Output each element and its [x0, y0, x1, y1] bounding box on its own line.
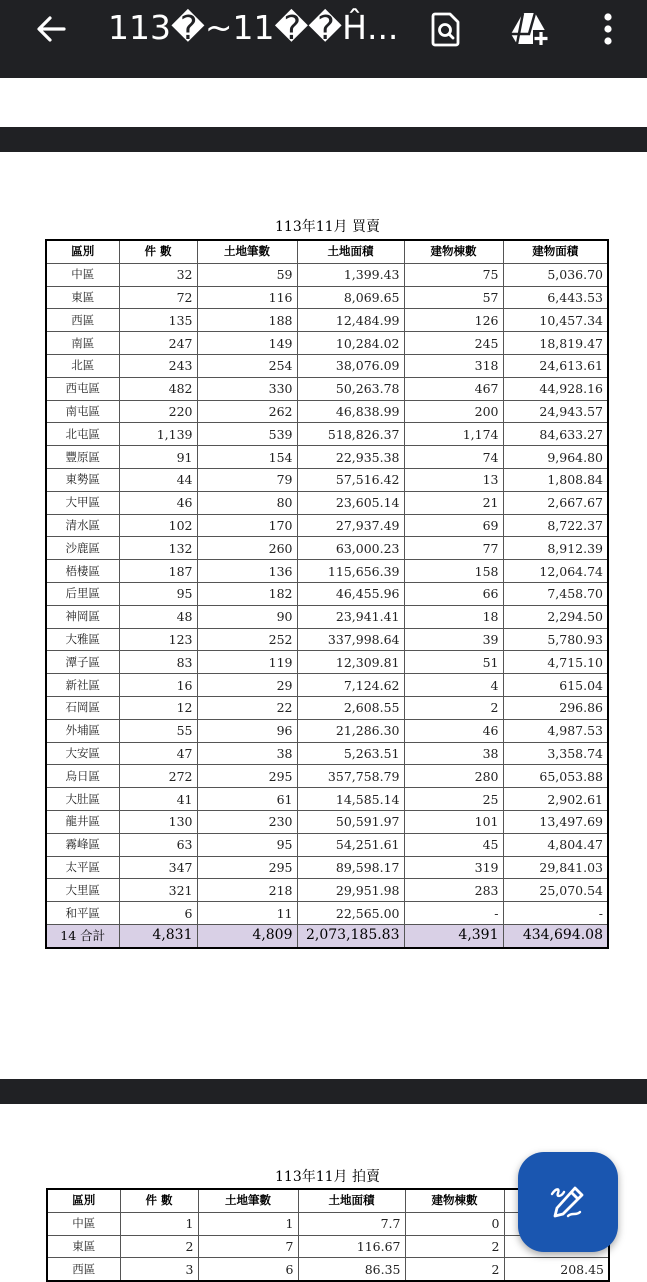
value-cell: 25,070.54	[503, 879, 608, 902]
value-cell: 2,073,185.83	[297, 924, 404, 947]
table-row	[46, 696, 608, 719]
value-cell: 482	[119, 377, 197, 400]
edit-pen-sparkle-icon	[548, 1182, 588, 1222]
value-cell: 25	[404, 788, 503, 811]
value-cell: 283	[404, 879, 503, 902]
sales-table	[45, 239, 609, 949]
column-header: 土地面積	[298, 1189, 405, 1212]
value-cell: 4,831	[119, 924, 197, 947]
value-cell: 39	[404, 628, 503, 651]
column-header: 件 數	[120, 1189, 198, 1212]
value-cell: 7	[198, 1235, 298, 1258]
value-cell: 5,780.93	[503, 628, 608, 651]
value-cell: 91	[119, 446, 197, 469]
value-cell: 69	[404, 514, 503, 537]
value-cell: 11	[197, 902, 297, 925]
value-cell: 54,251.61	[297, 833, 404, 856]
value-cell: 90	[197, 605, 297, 628]
value-cell: 188	[197, 309, 297, 332]
value-cell: 154	[197, 446, 297, 469]
value-cell: 5,263.51	[297, 742, 404, 765]
value-cell: 51	[404, 651, 503, 674]
table-row	[46, 560, 608, 583]
value-cell: 55	[119, 719, 197, 742]
value-cell: 295	[197, 856, 297, 879]
value-cell: 2,667.67	[503, 491, 608, 514]
table-row	[46, 537, 608, 560]
value-cell: 86.35	[298, 1258, 405, 1281]
table-row	[46, 742, 608, 765]
value-cell: 8,912.39	[503, 537, 608, 560]
value-cell: 12	[119, 696, 197, 719]
value-cell: 1,174	[404, 423, 503, 446]
table-row	[46, 628, 608, 651]
district-cell: 后里區	[46, 582, 119, 605]
column-header: 建物棟數	[405, 1189, 504, 1212]
value-cell: 14,585.14	[297, 788, 404, 811]
value-cell: 46	[404, 719, 503, 742]
column-header: 建物棟數	[404, 240, 503, 263]
value-cell: 252	[197, 628, 297, 651]
value-cell: 4,987.53	[503, 719, 608, 742]
value-cell: -	[404, 902, 503, 925]
value-cell: 24,613.61	[503, 354, 608, 377]
value-cell: 3,358.74	[503, 742, 608, 765]
value-cell: 74	[404, 446, 503, 469]
district-cell: 西區	[47, 1258, 120, 1281]
district-cell: 梧棲區	[46, 560, 119, 583]
value-cell: 1,808.84	[503, 468, 608, 491]
arrow-left-icon	[30, 8, 72, 50]
add-to-drive-icon	[508, 8, 550, 50]
district-cell: 大安區	[46, 742, 119, 765]
value-cell: 116	[197, 286, 297, 309]
value-cell: 12,309.81	[297, 651, 404, 674]
value-cell: 96	[197, 719, 297, 742]
value-cell: 0	[405, 1212, 504, 1235]
value-cell: 4,391	[404, 924, 503, 947]
total-row	[46, 924, 608, 947]
value-cell: 115,656.39	[297, 560, 404, 583]
district-cell: 霧峰區	[46, 833, 119, 856]
value-cell: 18,819.47	[503, 332, 608, 355]
value-cell: 65,053.88	[503, 765, 608, 788]
table-row	[46, 491, 608, 514]
value-cell: 260	[197, 537, 297, 560]
value-cell: 170	[197, 514, 297, 537]
table-row	[46, 377, 608, 400]
value-cell: 280	[404, 765, 503, 788]
value-cell: 101	[404, 810, 503, 833]
value-cell: 23,941.41	[297, 605, 404, 628]
district-cell: 和平區	[46, 902, 119, 925]
table-row	[46, 309, 608, 332]
table-row	[46, 788, 608, 811]
table-row	[46, 332, 608, 355]
value-cell: 48	[119, 605, 197, 628]
district-cell: 東區	[46, 286, 119, 309]
value-cell: 7,124.62	[297, 674, 404, 697]
district-cell: 豐原區	[46, 446, 119, 469]
table-row	[46, 468, 608, 491]
table-row	[46, 833, 608, 856]
district-cell: 清水區	[46, 514, 119, 537]
district-cell: 潭子區	[46, 651, 119, 674]
value-cell: 29,951.98	[297, 879, 404, 902]
value-cell: 149	[197, 332, 297, 355]
table-row	[46, 286, 608, 309]
value-cell: 1	[120, 1212, 198, 1235]
value-cell: 21,286.30	[297, 719, 404, 742]
page-separator	[0, 1079, 647, 1104]
value-cell: 23,605.14	[297, 491, 404, 514]
value-cell: 296.86	[503, 696, 608, 719]
add-to-drive-button[interactable]	[508, 8, 550, 50]
district-cell: 西屯區	[46, 377, 119, 400]
column-header: 區別	[46, 240, 119, 263]
value-cell: 75	[404, 263, 503, 286]
value-cell: 84,633.27	[503, 423, 608, 446]
value-cell: 4,809	[197, 924, 297, 947]
district-cell: 大里區	[46, 879, 119, 902]
value-cell: 29,841.03	[503, 856, 608, 879]
value-cell: 9,964.80	[503, 446, 608, 469]
value-cell: 79	[197, 468, 297, 491]
value-cell: 46,455.96	[297, 582, 404, 605]
value-cell: 319	[404, 856, 503, 879]
value-cell: 116.67	[298, 1235, 405, 1258]
value-cell: 83	[119, 651, 197, 674]
value-cell: 95	[197, 833, 297, 856]
value-cell: 13	[404, 468, 503, 491]
value-cell: 66	[404, 582, 503, 605]
district-cell: 石岡區	[46, 696, 119, 719]
value-cell: 518,826.37	[297, 423, 404, 446]
table-title: 113年11月 買賣	[275, 219, 380, 235]
value-cell: 119	[197, 651, 297, 674]
district-cell: 南區	[46, 332, 119, 355]
value-cell: 126	[404, 309, 503, 332]
district-cell: 外埔區	[46, 719, 119, 742]
value-cell: 44,928.16	[503, 377, 608, 400]
value-cell: 6,443.53	[503, 286, 608, 309]
value-cell: 243	[119, 354, 197, 377]
table-row	[46, 582, 608, 605]
value-cell: 12,484.99	[297, 309, 404, 332]
page-separator	[0, 127, 647, 152]
column-header: 件 數	[119, 240, 197, 263]
value-cell: 1,399.43	[297, 263, 404, 286]
value-cell: 50,591.97	[297, 810, 404, 833]
value-cell: 16	[119, 674, 197, 697]
value-cell: 22,935.38	[297, 446, 404, 469]
value-cell: 21	[404, 491, 503, 514]
table-row	[47, 1258, 609, 1281]
value-cell: 38	[197, 742, 297, 765]
district-cell: 神岡區	[46, 605, 119, 628]
table-row	[46, 651, 608, 674]
value-cell: 539	[197, 423, 297, 446]
value-cell: 77	[404, 537, 503, 560]
document-title: 113�~11��Ĥ...	[108, 8, 398, 47]
value-cell: 59	[197, 263, 297, 286]
table-row	[46, 674, 608, 697]
value-cell: 4,715.10	[503, 651, 608, 674]
district-cell: 烏日區	[46, 765, 119, 788]
value-cell: 57	[404, 286, 503, 309]
value-cell: 615.04	[503, 674, 608, 697]
value-cell: 46	[119, 491, 197, 514]
value-cell: 4	[404, 674, 503, 697]
value-cell: 7,458.70	[503, 582, 608, 605]
value-cell: 218	[197, 879, 297, 902]
value-cell: 2	[405, 1258, 504, 1281]
back-button[interactable]	[30, 8, 72, 50]
value-cell: 2,902.61	[503, 788, 608, 811]
value-cell: 80	[197, 491, 297, 514]
value-cell: 22	[197, 696, 297, 719]
value-cell: 8,069.65	[297, 286, 404, 309]
value-cell: 47	[119, 742, 197, 765]
value-cell: 18	[404, 605, 503, 628]
value-cell: 24,943.57	[503, 400, 608, 423]
value-cell: 61	[197, 788, 297, 811]
value-cell: 29	[197, 674, 297, 697]
value-cell: 3	[120, 1258, 198, 1281]
value-cell: 220	[119, 400, 197, 423]
value-cell: 6	[198, 1258, 298, 1281]
value-cell: 357,758.79	[297, 765, 404, 788]
district-cell: 大雅區	[46, 628, 119, 651]
value-cell: 262	[197, 400, 297, 423]
value-cell: 158	[404, 560, 503, 583]
value-cell: 2,608.55	[297, 696, 404, 719]
value-cell: 10,284.02	[297, 332, 404, 355]
value-cell: 89,598.17	[297, 856, 404, 879]
value-cell: 200	[404, 400, 503, 423]
value-cell: 2	[404, 696, 503, 719]
table-row	[46, 446, 608, 469]
district-cell: 北區	[46, 354, 119, 377]
district-cell: 沙鹿區	[46, 537, 119, 560]
district-cell: 龍井區	[46, 810, 119, 833]
district-cell: 太平區	[46, 856, 119, 879]
table-row	[46, 810, 608, 833]
district-cell: 東勢區	[46, 468, 119, 491]
value-cell: 230	[197, 810, 297, 833]
district-cell: 東區	[47, 1235, 120, 1258]
value-cell: 130	[119, 810, 197, 833]
table-row	[46, 423, 608, 446]
value-cell: 321	[119, 879, 197, 902]
district-cell: 新社區	[46, 674, 119, 697]
value-cell: 27,937.49	[297, 514, 404, 537]
value-cell: 272	[119, 765, 197, 788]
value-cell: 46,838.99	[297, 400, 404, 423]
table-row	[46, 856, 608, 879]
value-cell: 132	[119, 537, 197, 560]
table-row	[46, 263, 608, 286]
value-cell: 318	[404, 354, 503, 377]
value-cell: 135	[119, 309, 197, 332]
value-cell: 136	[197, 560, 297, 583]
district-cell: 14 合計	[46, 924, 119, 947]
value-cell: 182	[197, 582, 297, 605]
value-cell: 6	[119, 902, 197, 925]
value-cell: 38,076.09	[297, 354, 404, 377]
value-cell: -	[503, 902, 608, 925]
column-header: 土地面積	[297, 240, 404, 263]
district-cell: 中區	[46, 263, 119, 286]
document-search-icon	[425, 8, 467, 50]
value-cell: 95	[119, 582, 197, 605]
value-cell: 347	[119, 856, 197, 879]
column-header: 土地筆數	[198, 1189, 298, 1212]
value-cell: 12,064.74	[503, 560, 608, 583]
value-cell: 41	[119, 788, 197, 811]
value-cell: 434,694.08	[503, 924, 608, 947]
table-row	[46, 719, 608, 742]
value-cell: 38	[404, 742, 503, 765]
district-cell: 大甲區	[46, 491, 119, 514]
value-cell: 208.45	[504, 1258, 609, 1281]
district-cell: 西區	[46, 309, 119, 332]
table-row	[46, 605, 608, 628]
value-cell: 72	[119, 286, 197, 309]
table-title: 113年11月 拍賣	[275, 1169, 380, 1185]
table-row	[46, 879, 608, 902]
value-cell: 63,000.23	[297, 537, 404, 560]
value-cell: 467	[404, 377, 503, 400]
value-cell: 13,497.69	[503, 810, 608, 833]
value-cell: 254	[197, 354, 297, 377]
value-cell: 32	[119, 263, 197, 286]
value-cell: 295	[197, 765, 297, 788]
district-cell: 北屯區	[46, 423, 119, 446]
value-cell: 22,565.00	[297, 902, 404, 925]
value-cell: 123	[119, 628, 197, 651]
table-row	[46, 400, 608, 423]
more-options-button[interactable]	[587, 8, 629, 50]
column-header: 建物面積	[503, 240, 608, 263]
value-cell: 5,036.70	[503, 263, 608, 286]
district-cell: 大肚區	[46, 788, 119, 811]
value-cell: 8,722.37	[503, 514, 608, 537]
table-row	[46, 765, 608, 788]
value-cell: 2	[405, 1235, 504, 1258]
value-cell: 44	[119, 468, 197, 491]
column-header: 區別	[47, 1189, 120, 1212]
table-row	[46, 902, 608, 925]
value-cell: 187	[119, 560, 197, 583]
value-cell: 45	[404, 833, 503, 856]
annotate-fab-button[interactable]	[518, 1152, 618, 1252]
value-cell: 245	[404, 332, 503, 355]
table-row	[46, 514, 608, 537]
value-cell: 2	[120, 1235, 198, 1258]
district-cell: 南屯區	[46, 400, 119, 423]
top-app-bar	[0, 0, 647, 78]
value-cell: 57,516.42	[297, 468, 404, 491]
value-cell: 337,998.64	[297, 628, 404, 651]
column-header: 土地筆數	[197, 240, 297, 263]
district-cell: 中區	[47, 1212, 120, 1235]
value-cell: 10,457.34	[503, 309, 608, 332]
value-cell: 1	[198, 1212, 298, 1235]
more-vert-icon	[587, 8, 629, 50]
value-cell: 1,139	[119, 423, 197, 446]
value-cell: 102	[119, 514, 197, 537]
value-cell: 247	[119, 332, 197, 355]
find-in-document-button[interactable]	[425, 8, 467, 50]
table-row	[46, 354, 608, 377]
value-cell: 4,804.47	[503, 833, 608, 856]
value-cell: 7.7	[298, 1212, 405, 1235]
value-cell: 50,263.78	[297, 377, 404, 400]
value-cell: 2,294.50	[503, 605, 608, 628]
value-cell: 63	[119, 833, 197, 856]
value-cell: 330	[197, 377, 297, 400]
